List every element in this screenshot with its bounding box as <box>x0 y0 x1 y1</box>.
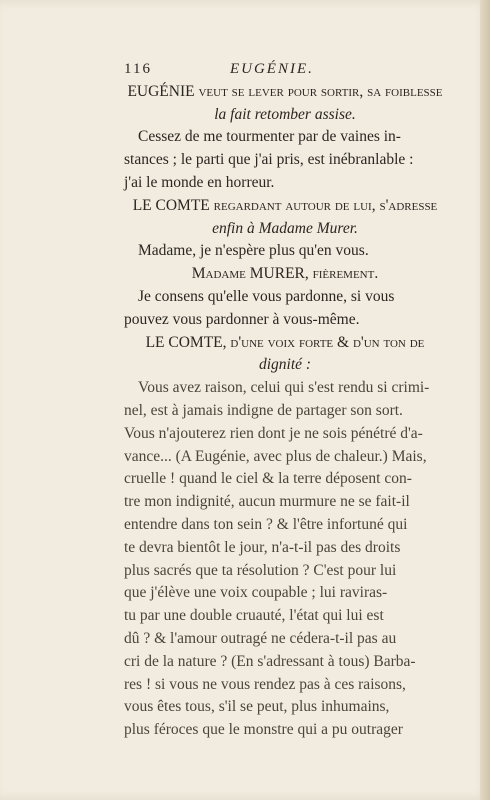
text-line: te devra bientôt le jour, n'a-t-il pas des droits <box>124 538 401 556</box>
page-number: 116 <box>124 61 152 77</box>
text-line: Vous n'ajouterez rien dont je ne sois pénétré d'a- <box>124 424 423 442</box>
text-line: LE COMTE regardant autour de lui, s'adresse <box>132 196 438 214</box>
speaker-line <box>124 195 446 218</box>
text-line: plus féroces que le monstre qui a pu outrager <box>124 721 403 739</box>
text-line: entendre dans ton sein ? & l'être infortuné qui <box>124 515 408 533</box>
stage-direction: enfin à Madame Murer. <box>212 219 358 237</box>
text-line: nel, est à jamais indigne de partager son sort. <box>124 401 403 419</box>
text-line: j'ai le monde en horreur. <box>124 173 275 191</box>
text-line: tre mon indignité, aucun murmure ne se fait-il <box>124 493 410 511</box>
text-line: pouvez vous pardonner à vous-même. <box>124 310 360 328</box>
speaker-line: LE COMTE, d'une voix forte & d'un ton de <box>145 333 425 351</box>
page-text <box>124 58 446 742</box>
speaker-line: Madame MURER, fièrement. <box>191 265 379 283</box>
text-line: cruelle ! quand le ciel & la terre déposent con- <box>124 470 412 488</box>
text-line: que j'élève une voix coupable ; lui raviras- <box>124 584 388 602</box>
text-line: Vous avez raison, celui qui s'est rendu si crimi- <box>138 379 430 397</box>
running-title: EUGÉNIE. <box>229 61 314 77</box>
text-line: EUGÉNIE veut se lever pour sortir, sa foiblesse <box>127 82 443 100</box>
text-line: Cessez de me tourmenter par de vaines in- <box>138 128 401 146</box>
text-line: vance... (A Eugénie, avec plus de chaleur.) Mais, <box>124 447 427 465</box>
text-line: res ! si vous ne vous rendez pas à ces raisons, <box>124 675 406 693</box>
text-line: Je consens qu'elle vous pardonne, si vous <box>138 287 395 305</box>
stage-direction: la fait retomber assise. <box>214 105 356 123</box>
text-line: dû ? & l'amour outragé ne cédera-t-il pas au <box>124 629 397 647</box>
text-line: cri de la nature ? (En s'adressant à tous) Barba- <box>124 652 416 670</box>
running-header <box>124 58 446 81</box>
stage-direction <box>124 81 446 104</box>
text-line: vous êtes tous, s'il se peut, plus inhumains, <box>124 698 390 716</box>
page-edge <box>480 0 490 800</box>
text-line: Madame, je n'espère plus qu'en vous. <box>138 242 369 260</box>
text-line: stances ; le parti que j'ai pris, est inébranlable : <box>124 151 414 169</box>
text-line: plus sacrés que ta résolution ? C'est pour lui <box>124 561 397 579</box>
stage-direction: dignité : <box>258 356 312 374</box>
text-line: tu par une double cruauté, l'état qui lui est <box>124 607 384 625</box>
